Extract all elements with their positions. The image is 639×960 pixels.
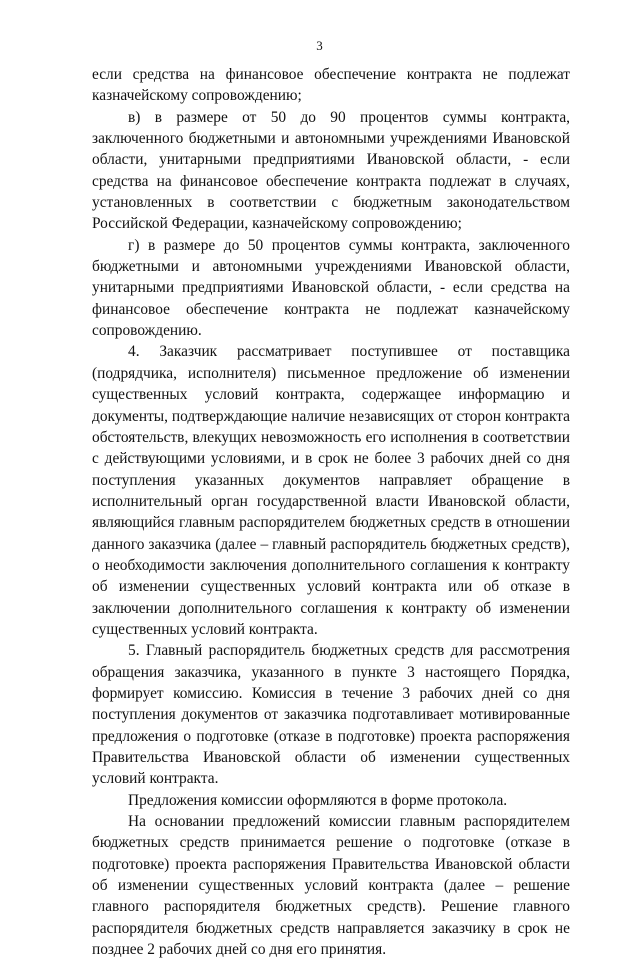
paragraph-section-5: 5. Главный распорядитель бюджетных средств для рассмотрения обращения заказчика, указанного в пункте 3 настоящего Порядка, формирует комиссию. Комиссия в течение 3 рабочих дней со дня поступления документов от заказчика подготавливает мотивированные предложения о подготовке (отказе в подготовке) проекта распоряжения Правительства Ивановской области об изменении существенных условий контракта. bbox=[92, 642, 570, 788]
paragraph-item-g: г) в размере до 50 процентов суммы контракта, заключенного бюджетными и автономными учреждениями Ивановской области, унитарными предприятиями Ивановской области, - если средства на финансовое обеспечение контракта не подлежат казначейскому сопровождению. bbox=[92, 236, 570, 340]
paragraph-protocol: Предложения комиссии оформляются в форме протокола. bbox=[128, 791, 508, 809]
paragraph-continuation: если средства на финансовое обеспечение контракта не подлежат казначейскому сопровождению; bbox=[92, 66, 570, 105]
paragraph-decision: На основании предложений комиссии главным распорядителем бюджетных средств принимается решение о подготовке (отказе в подготовке) проекта распоряжения Правительства Ивановской области об изменении существенных условий контракта (далее – решение главного распорядителя бюджетных средств). Решение главного распорядителя бюджетных средств направляется заказчику в срок не позднее 2 рабочих дней со дня его принятия. bbox=[92, 813, 570, 959]
page-number: 3 bbox=[316, 38, 323, 53]
document-body bbox=[92, 64, 570, 960]
paragraph-item-v: в) в размере от 50 до 90 процентов суммы контракта, заключенного бюджетными и автономными учреждениями Ивановской области, унитарными предприятиями Ивановской области, - если средства на финансовое обеспечение контракта подлежат в случаях, установленных в соответствии с бюджетным законодательством Российской Федерации, казначейскому сопровождению; bbox=[92, 108, 570, 233]
paragraph-section-4: 4. Заказчик рассматривает поступившее от поставщика (подрядчика, исполнителя) письменное предложение об изменении существенных условий контракта, содержащее информацию и документы, подтверждающие наличие независящих от сторон контракта обстоятельств, влекущих невозможность его исполнения в соответствии с действующими условиями, и в срок не более 3 рабочих дней со дня поступления указанных документов направляет обращение в исполнительный орган государственной власти Ивановской области, являющийся главным распорядителем бюджетных средств в отношении данного заказчика (далее – главный распорядитель бюджетных средств), о необходимости заключения дополнительного соглашения к контракту об изменении существенных условий контракта или об отказе в заключении дополнительного соглашения к контракту об изменении существенных условий контракта. bbox=[92, 343, 570, 638]
